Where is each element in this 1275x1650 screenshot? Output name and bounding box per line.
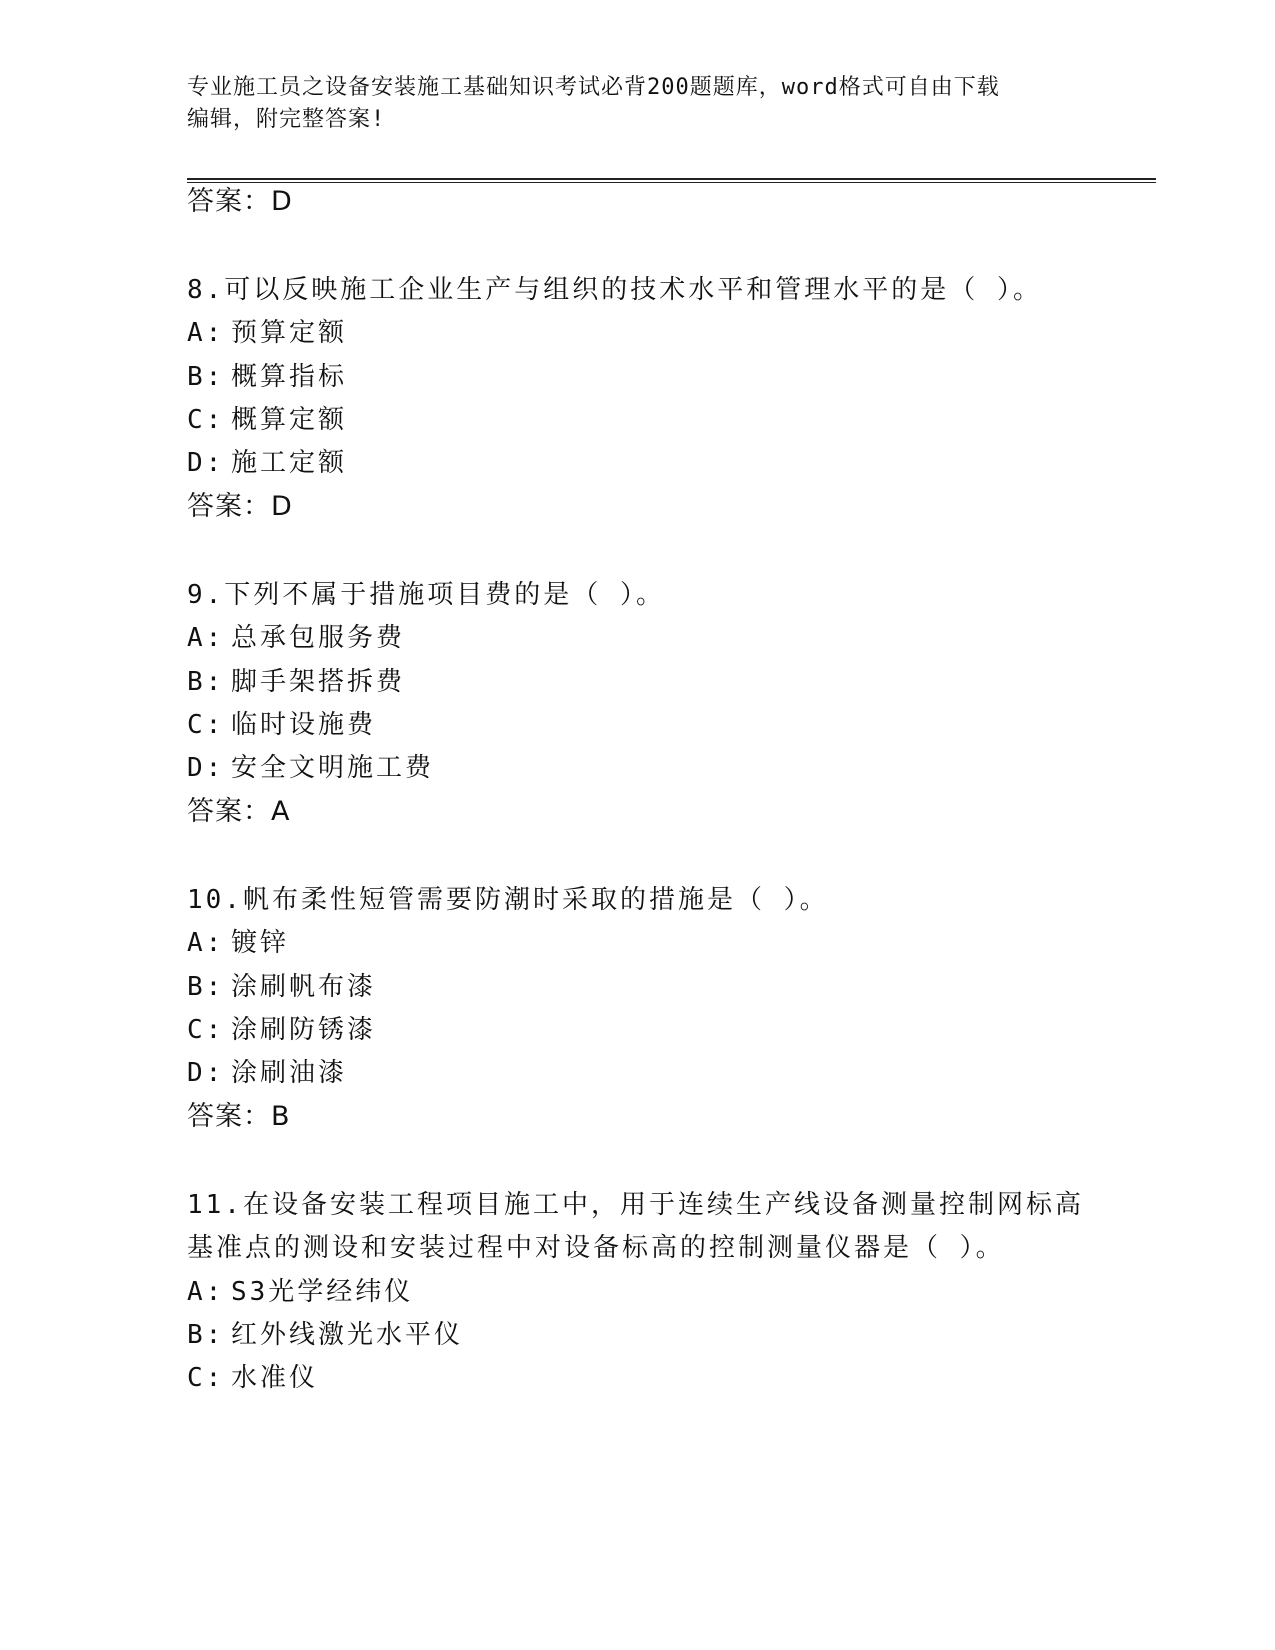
question-10-option-a xyxy=(187,925,289,961)
question-8-option-a xyxy=(187,315,347,351)
option-text: 安全文明施工费 xyxy=(231,753,435,783)
option-text: 预算定额 xyxy=(231,318,348,348)
question-9-option-c xyxy=(187,707,376,743)
option-key: A: xyxy=(187,928,225,958)
question-8-option-b xyxy=(187,359,347,395)
question-11-option-c xyxy=(187,1360,318,1396)
header-title-line-1: 专业施工员之设备安装施工基础知识考试必背200题题库，word格式可自由下载 xyxy=(187,75,1000,100)
option-key: D: xyxy=(187,1058,225,1088)
question-9-option-a xyxy=(187,620,405,656)
question-11-option-a xyxy=(187,1274,413,1310)
option-key: A: xyxy=(187,318,225,348)
option-text: 临时设施费 xyxy=(231,710,377,740)
question-10-answer: 答案：B xyxy=(187,1101,291,1132)
option-key: B: xyxy=(187,667,225,697)
option-key: A: xyxy=(187,623,225,653)
option-text: 概算定额 xyxy=(231,405,348,435)
previous-question-answer: 答案：D xyxy=(187,186,293,217)
question-10-option-c xyxy=(187,1012,376,1048)
question-10-option-d xyxy=(187,1055,347,1091)
option-key: B: xyxy=(187,362,225,392)
question-11-option-b xyxy=(187,1317,463,1353)
option-text: 红外线激光水平仪 xyxy=(231,1320,464,1350)
option-text: S3光学经纬仪 xyxy=(231,1277,414,1307)
option-key: B: xyxy=(187,1320,225,1350)
question-9-answer: 答案：A xyxy=(187,796,291,827)
option-text: 施工定额 xyxy=(231,448,348,478)
question-10-option-b xyxy=(187,969,376,1005)
option-text: 涂刷防锈漆 xyxy=(231,1015,377,1045)
question-8-stem: 8.可以反映施工企业生产与组织的技术水平和管理水平的是（ ）。 xyxy=(187,275,1042,305)
header-title-line-2: 编辑，附完整答案! xyxy=(187,107,386,132)
option-key: C: xyxy=(187,1015,225,1045)
question-8-answer: 答案：D xyxy=(187,491,293,522)
option-key: B: xyxy=(187,972,225,1002)
option-key: C: xyxy=(187,710,225,740)
question-9-stem: 9.下列不属于措施项目费的是（ ）。 xyxy=(187,580,665,610)
question-11-stem-line-2: 基准点的测设和安装过程中对设备标高的控制测量仪器是（ ）。 xyxy=(187,1233,1005,1263)
option-key: C: xyxy=(187,405,225,435)
option-key: A: xyxy=(187,1277,225,1307)
option-key: D: xyxy=(187,448,225,478)
document-header xyxy=(187,72,1087,136)
question-9-option-d xyxy=(187,750,434,786)
option-text: 总承包服务费 xyxy=(231,623,406,653)
option-text: 涂刷油漆 xyxy=(231,1058,348,1088)
option-text: 概算指标 xyxy=(231,362,348,392)
header-divider xyxy=(187,178,1156,183)
option-key: C: xyxy=(187,1363,225,1393)
question-9-option-b xyxy=(187,664,405,700)
question-10-stem: 10.帆布柔性短管需要防潮时采取的措施是（ ）。 xyxy=(187,885,829,915)
option-text: 涂刷帆布漆 xyxy=(231,972,377,1002)
question-11-stem-line-1: 11.在设备安装工程项目施工中，用于连续生产线设备测量控制网标高 xyxy=(187,1190,1084,1220)
question-8-option-c xyxy=(187,402,347,438)
option-text: 镀锌 xyxy=(231,928,290,958)
option-text: 水准仪 xyxy=(231,1363,319,1393)
option-text: 脚手架搭拆费 xyxy=(231,667,406,697)
option-key: D: xyxy=(187,753,225,783)
question-8-option-d xyxy=(187,445,347,481)
